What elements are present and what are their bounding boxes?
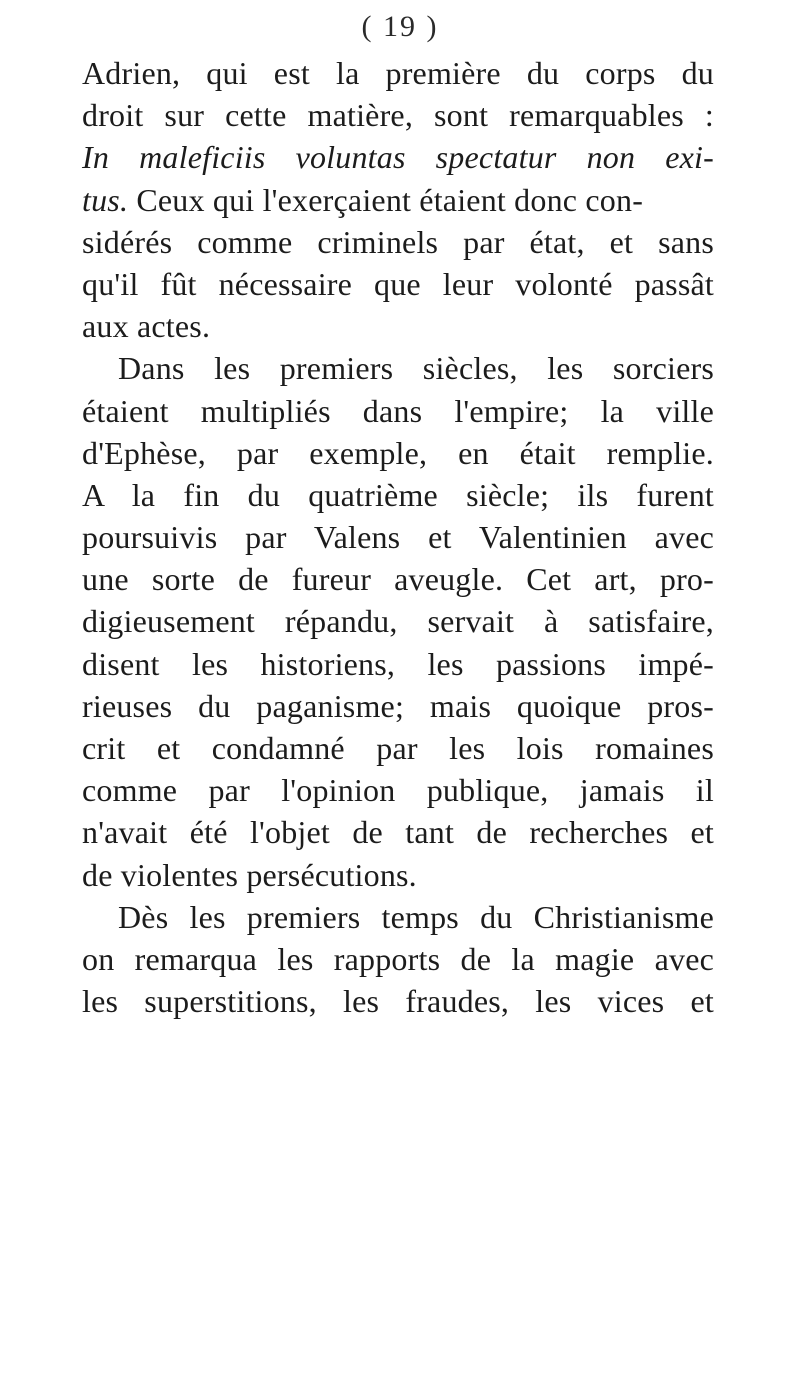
paragraph-start: Dès les premiers temps du Christianisme — [118, 898, 714, 935]
paragraph-start: Dans les premiers siècles, les sorciers — [118, 350, 714, 387]
page-number: ( 19 ) — [361, 10, 439, 43]
text-line: aux actes. — [82, 308, 211, 345]
latin-quote: In maleficiis voluntas spectatur non exi- — [82, 139, 714, 176]
text-line: crit et condamné par les lois romaines — [82, 730, 714, 766]
text-line: étaient multipliés dans l'empire; la ville — [82, 392, 714, 429]
text-line: rieuses du paganisme; mais quoique pros- — [82, 687, 714, 724]
text-line-mixed — [82, 179, 714, 221]
text-line: Adrien, qui est la première du corps du — [82, 55, 714, 91]
text-line: de violentes persécutions. — [82, 856, 417, 893]
text-line: digieusement répandu, servait à satisfaire, — [82, 603, 714, 640]
text-line: comme par l'opinion publique, jamais il — [82, 772, 714, 809]
text-line-latin-quote — [82, 136, 714, 178]
body-text — [82, 52, 714, 1022]
text-line: qu'il fût nécessaire que leur volonté passât — [82, 265, 714, 302]
text-line: les superstitions, les fraudes, les vices et — [82, 983, 714, 1020]
text-line: sidérés comme criminels par état, et sans — [82, 223, 714, 260]
text-line: d'Ephèse, par exemple, en était remplie. — [82, 434, 714, 471]
text-line: droit sur cette matière, sont remarquables : — [82, 97, 714, 134]
text-line: n'avait été l'objet de tant de recherches et — [82, 814, 714, 851]
latin-quote-end: tus. — [82, 181, 129, 218]
sentence: Ceux qui l'exerçaient étaient donc con- — [136, 181, 644, 218]
text-line: on remarqua les rapports de la magie avec — [82, 940, 714, 977]
text-line: A la fin du quatrième siècle; ils furent — [82, 476, 714, 513]
text-line: une sorte de fureur aveugle. Cet art, pro- — [82, 561, 714, 598]
text-line: disent les historiens, les passions impé- — [82, 645, 714, 682]
text-line: poursuivis par Valens et Valentinien avec — [82, 519, 714, 556]
